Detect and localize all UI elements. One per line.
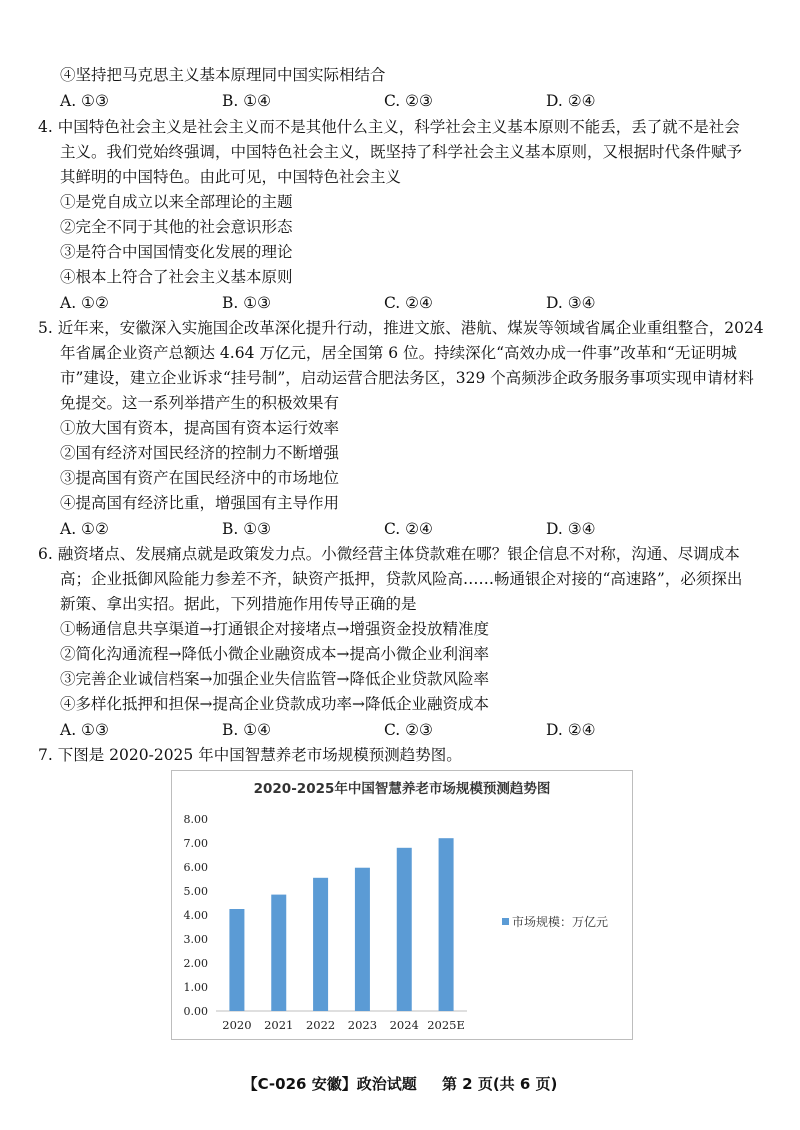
y-tick-label: 2.00 <box>183 957 208 970</box>
x-tick-label: 2021 <box>264 1018 294 1032</box>
q6-item-4: ④多样化抵押和担保→提高企业贷款成功率→降低企业融资成本 <box>60 695 489 713</box>
y-tick-label: 6.00 <box>183 861 208 874</box>
q3-option-c: C. ②③ <box>384 92 433 110</box>
q4-option-c: C. ②④ <box>384 294 433 312</box>
q4-option-d: D. ③④ <box>546 294 596 312</box>
x-tick-label: 2025E <box>427 1018 465 1032</box>
q5-option-c: C. ②④ <box>384 520 433 538</box>
q3-item-4: ④坚持把马克思主义基本原理同中国实际相结合 <box>60 66 386 84</box>
y-tick-label: 0.00 <box>183 1005 208 1018</box>
q5-option-a: A. ①② <box>60 520 109 538</box>
q5-stem-line-4: 免提交。这一系列举措产生的积极效果有 <box>60 394 340 412</box>
y-tick-label: 4.00 <box>183 909 208 922</box>
x-tick-label: 2020 <box>222 1018 252 1032</box>
page-footer <box>0 1073 800 1094</box>
q6-item-1: ①畅通信息共享渠道→打通银企对接堵点→增强资金投放精准度 <box>60 620 489 638</box>
q5-option-d: D. ③④ <box>546 520 596 538</box>
y-tick-label: 8.00 <box>183 813 208 826</box>
q4-item-4: ④根本上符合了社会主义基本原则 <box>60 268 293 286</box>
q4-option-b: B. ①③ <box>222 294 272 312</box>
y-tick-label: 1.00 <box>183 981 208 994</box>
x-tick-label: 2022 <box>305 1018 336 1032</box>
bar-2022 <box>313 878 328 1011</box>
q4-item-3: ③是符合中国国情变化发展的理论 <box>60 243 293 261</box>
q6-item-2: ②简化沟通流程→降低小微企业融资成本→提高小微企业利润率 <box>60 645 489 663</box>
q6-option-b: B. ①④ <box>222 721 272 739</box>
q5-item-1: ①放大国有资本，提高国有资本运行效率 <box>60 419 340 437</box>
legend-label: 市场规模：万亿元 <box>512 915 609 929</box>
x-tick-label: 2024 <box>389 1018 419 1032</box>
y-tick-label: 7.00 <box>183 837 208 850</box>
q3-option-b: B. ①④ <box>222 92 272 110</box>
q4-stem-line-1: 4. 中国特色社会主义是社会主义而不是其他什么主义，科学社会主义基本原则不能丢，丢了就不是社会 <box>38 118 740 136</box>
q5-item-4: ④提高国有经济比重，增强国有主导作用 <box>60 494 340 512</box>
exam-code: 【C-026 安徽】政治试题 <box>242 1075 417 1093</box>
legend-swatch <box>502 918 509 925</box>
q4-item-1: ①是党自成立以来全部理论的主题 <box>60 193 293 211</box>
q4-item-2: ②完全不同于其他的社会意识形态 <box>60 218 293 236</box>
q5-stem-line-2: 年省属企业资产总额达 4.64 万亿元，居全国第 6 位。持续深化“高效办成一件事”改革和“无证明城 <box>60 344 737 362</box>
x-tick-label: 2023 <box>347 1018 378 1032</box>
bar-2025E <box>439 838 454 1011</box>
q5-item-2: ②国有经济对国民经济的控制力不断增强 <box>60 444 340 462</box>
q6-stem-line-3: 新策、拿出实招。据此，下列措施作用传导正确的是 <box>60 595 417 613</box>
q4-stem-line-2: 主义。我们党始终强调，中国特色社会主义，既坚持了科学社会主义基本原则，又根据时代条件赋予 <box>60 143 743 161</box>
q6-option-c: C. ②③ <box>384 721 433 739</box>
q5-stem-line-1: 5. 近年来，安徽深入实施国企改革深化提升行动，推进文旅、港航、煤炭等领域省属企业重组整合，2024 <box>38 319 764 337</box>
page-number: 第 2 页(共 6 页) <box>441 1075 558 1093</box>
q5-option-b: B. ①③ <box>222 520 272 538</box>
bar-2024 <box>397 848 412 1011</box>
q7-stem: 7. 下图是 2020-2025 年中国智慧养老市场规模预测趋势图。 <box>38 746 462 764</box>
bar-2021 <box>271 895 286 1011</box>
q6-option-d: D. ②④ <box>546 721 596 739</box>
q6-item-3: ③完善企业诚信档案→加强企业失信监管→降低企业贷款风险率 <box>60 670 489 688</box>
q6-option-a: A. ①③ <box>60 721 109 739</box>
q6-stem-line-1: 6. 融资堵点、发展痛点就是政策发力点。小微经营主体贷款难在哪？银企信息不对称，沟通、尽调成本 <box>38 545 740 563</box>
market-size-chart <box>171 770 633 1040</box>
y-tick-label: 5.00 <box>183 885 208 898</box>
q6-stem-line-2: 高；企业抵御风险能力参差不齐，缺资产抵押，贷款风险高……畅通银企对接的“高速路”，必须探出 <box>60 570 743 588</box>
bar-2023 <box>355 868 370 1011</box>
q4-stem-line-3: 其鲜明的中国特色。由此可见，中国特色社会主义 <box>60 168 402 186</box>
q3-option-d: D. ②④ <box>546 92 596 110</box>
y-tick-label: 3.00 <box>183 933 208 946</box>
q5-item-3: ③提高国有资产在国民经济中的市场地位 <box>60 469 340 487</box>
q4-option-a: A. ①② <box>60 294 109 312</box>
q3-option-a: A. ①③ <box>60 92 109 110</box>
chart-title: 2020-2025年中国智慧养老市场规模预测趋势图 <box>253 781 551 797</box>
chart-plot <box>172 771 632 1039</box>
q5-stem-line-3: 市”建设，建立企业诉求“挂号制”，启动运营合肥法务区，329 个高频涉企政务服务事项实现申请材料 <box>60 369 754 387</box>
bar-2020 <box>229 909 244 1011</box>
